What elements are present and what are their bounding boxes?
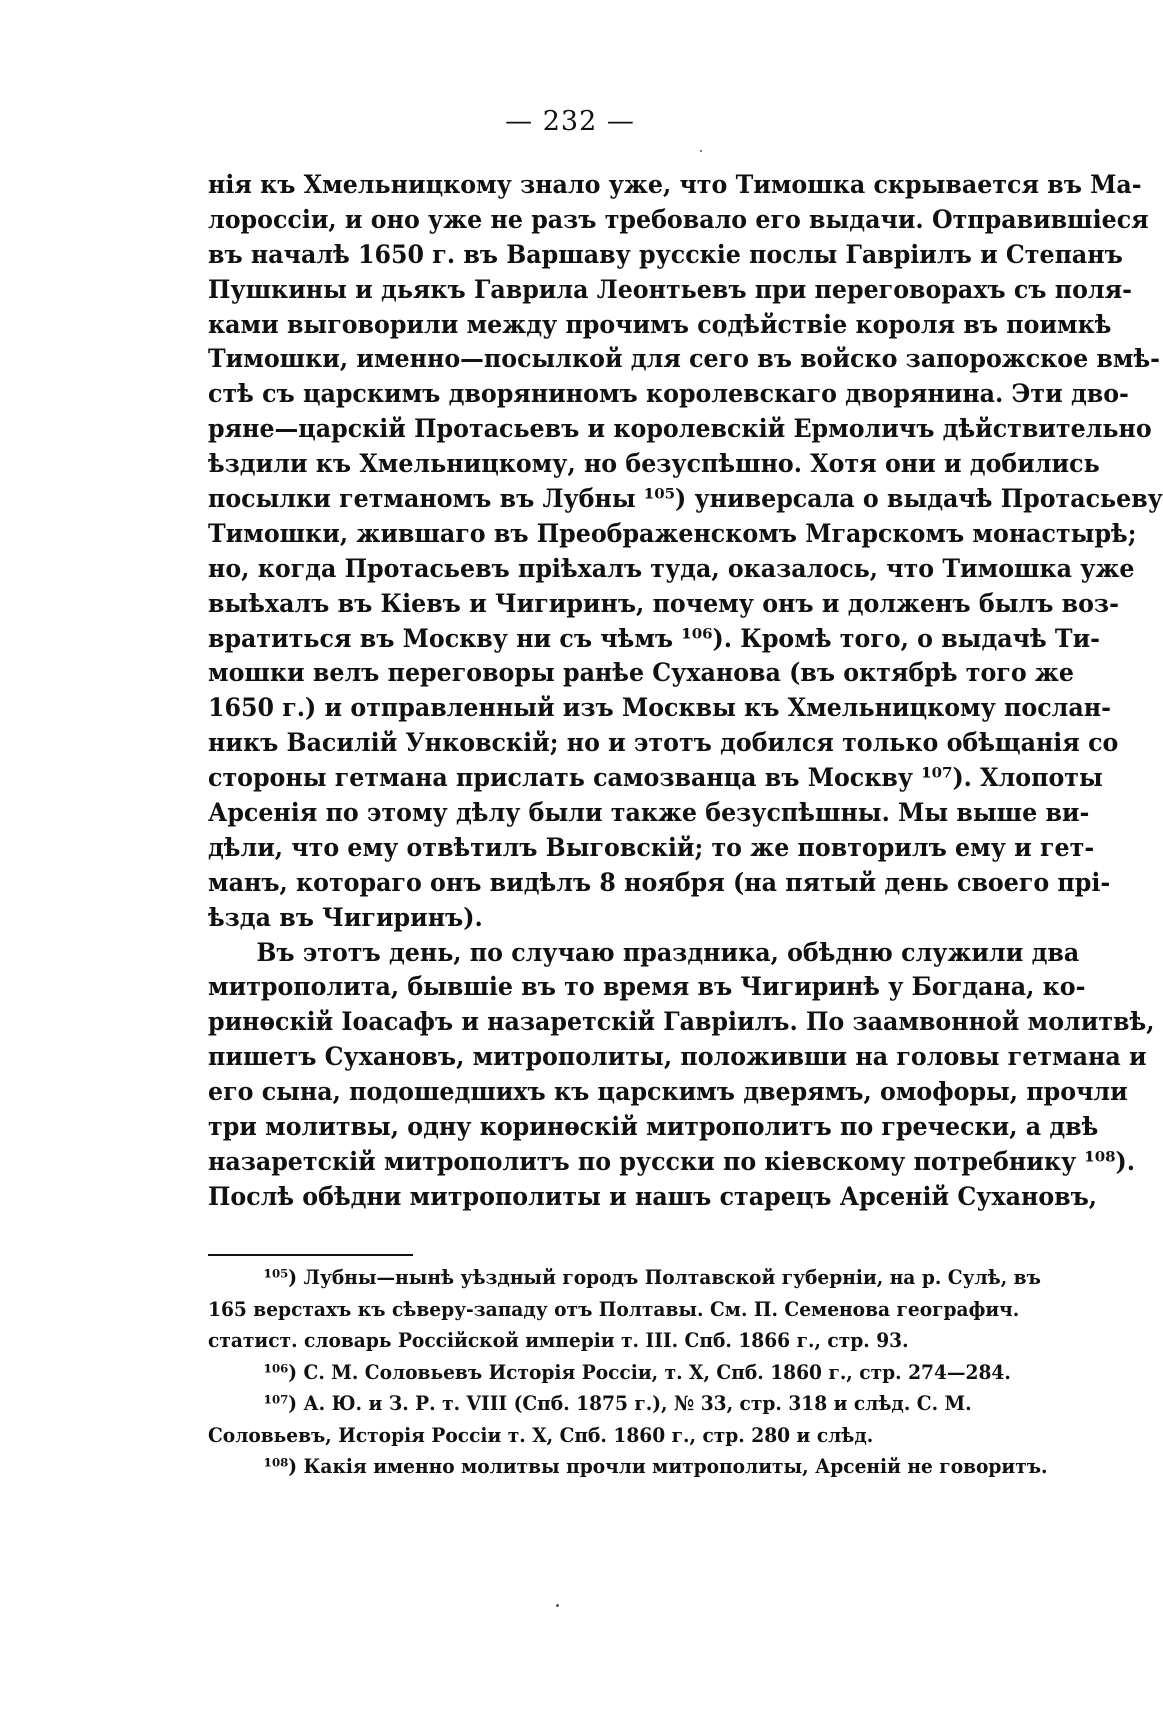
footnote-line: Соловьевъ, Исторія Россіи т. X, Спб. 1860 г., стр. 280 и слѣд. [208, 1422, 874, 1447]
print-speck [556, 1604, 559, 1607]
text-line: выѣхалъ въ Кіевъ и Чигиринъ, почему онъ и долженъ былъ воз- [208, 588, 1119, 619]
text-line: ками выговорили между прочимъ содѣйствіе короля въ поимкѣ [208, 309, 1112, 340]
print-speck [700, 150, 702, 152]
text-line: манъ, котораго онъ видѣлъ 8 ноября (на пятый день своего прі- [208, 867, 1111, 898]
text-line: митрополита, бывшіе въ то время въ Чигиринѣ у Богдана, ко- [208, 972, 1086, 1003]
text-line: назаретскій митрополитъ по русски по кіевскому потребнику ¹⁰⁸). [208, 1146, 1136, 1177]
text-line: дѣли, что ему отвѣтилъ Выговскій; то же повторилъ ему и гет- [208, 832, 1095, 863]
text-line: въ началѣ 1650 г. въ Варшаву русскіе послы Гавріилъ и Степанъ [208, 239, 1123, 270]
text-line: 1650 г.) и отправленный изъ Москвы къ Хмельницкому послан- [208, 693, 1111, 724]
text-line: лороссіи, и оно уже не разъ требовало его выдачи. Отправившіеся [208, 204, 1149, 235]
text-line: Послѣ обѣдни митрополиты и нашъ старецъ Арсеній Сухановъ, [208, 1181, 1098, 1212]
footnote-line: ¹⁰⁶) С. М. Соловьевъ Исторія Россіи, т. X, Спб. 1860 г., стр. 274—284. [263, 1359, 1011, 1384]
text-line: посылки гетманомъ въ Лубны ¹⁰⁵) универсала о выдачѣ Протасьеву [208, 484, 1163, 515]
footnotes [208, 1262, 1048, 1483]
text-line: но, когда Протасьевъ пріѣхалъ туда, оказалось, что Тимошка уже [208, 553, 1135, 584]
text-line: стѣ съ царскимъ двоpяниномъ королевскаго дворянина. Эти дво- [208, 379, 1129, 410]
footnote-line: ¹⁰⁸) Какія именно молитвы прочли митрополиты, Арсеній не говоритъ. [263, 1454, 1048, 1478]
footnote-line: 165 верстахъ къ сѣверу-западу отъ Полтавы. См. П. Семенова географич. [208, 1296, 1020, 1321]
text-line: ряне—царскій Протасьевъ и королевскій Ермоличъ дѣйствительно [208, 414, 1152, 445]
text-line: Арсенія по этому дѣлу были также безуспѣшны. Мы выше ви- [208, 798, 1090, 829]
text-line: Тимошки, жившаго въ Преображенскомъ Мгарскомъ монастырѣ; [208, 518, 1137, 549]
text-line: Въ этотъ день, по случаю праздника, обѣдню служили два [256, 937, 1080, 968]
text-line: Пушкины и дьякъ Гаврила Леонтьевъ при переговорахъ съ поля- [208, 274, 1133, 305]
text-line: ринѳскій Іоасафъ и назаретскій Гавріилъ. По заамвонной молитвѣ, [208, 1007, 1155, 1038]
text-line: его сына, подошедшихъ къ царскимъ дверямъ, омофоры, прочли [208, 1077, 1128, 1108]
text-line: ѣздили къ Хмельницкому, но безуспѣшно. Хотя они и добились [208, 449, 1100, 480]
footnote-line: ¹⁰⁵) Лубны—нынѣ уѣздный городъ Полтавской губерніи, на р. Сулѣ, въ [263, 1265, 1041, 1289]
text-line: пишетъ Сухановъ, митрополиты, положивши на головы гетмана и [208, 1042, 1147, 1073]
text-line: вратиться въ Москву ни съ чѣмъ ¹⁰⁶). Кромѣ того, о выдачѣ Ти- [208, 623, 1101, 654]
text-line: никъ Василій Унковскій; но и этотъ добился только обѣщанія со [208, 728, 1119, 759]
text-line: нія къ Хмельницкому знало уже, что Тимошка скрывается въ Ма- [208, 170, 1142, 200]
footnote-line: статист. словарь Россійской имперіи т. III. Спб. 1866 г., стр. 93. [208, 1328, 909, 1352]
text-line: мошки велъ переговоры ранѣе Суханова (въ октябрѣ того же [208, 658, 1074, 689]
main-text [208, 168, 1163, 1215]
footnote-separator [208, 1254, 413, 1256]
text-line: стороны гетмана прислать самозванца въ Москву ¹⁰⁷). Хлопоты [208, 763, 1103, 794]
text-line: ѣзда въ Чигиринъ). [208, 902, 483, 933]
text-line: Тимошки, именно—посылкой для сего въ войско запорожское вмѣ- [208, 344, 1161, 375]
text-line: три молитвы, одну коринѳскій митрополитъ по гречески, а двѣ [208, 1112, 1099, 1143]
page-number: — 232 — [505, 106, 635, 137]
footnote-line: ¹⁰⁷) А. Ю. и З. Р. т. VIII (Спб. 1875 г.), № 33, стр. 318 и слѣд. С. М. [263, 1391, 972, 1415]
